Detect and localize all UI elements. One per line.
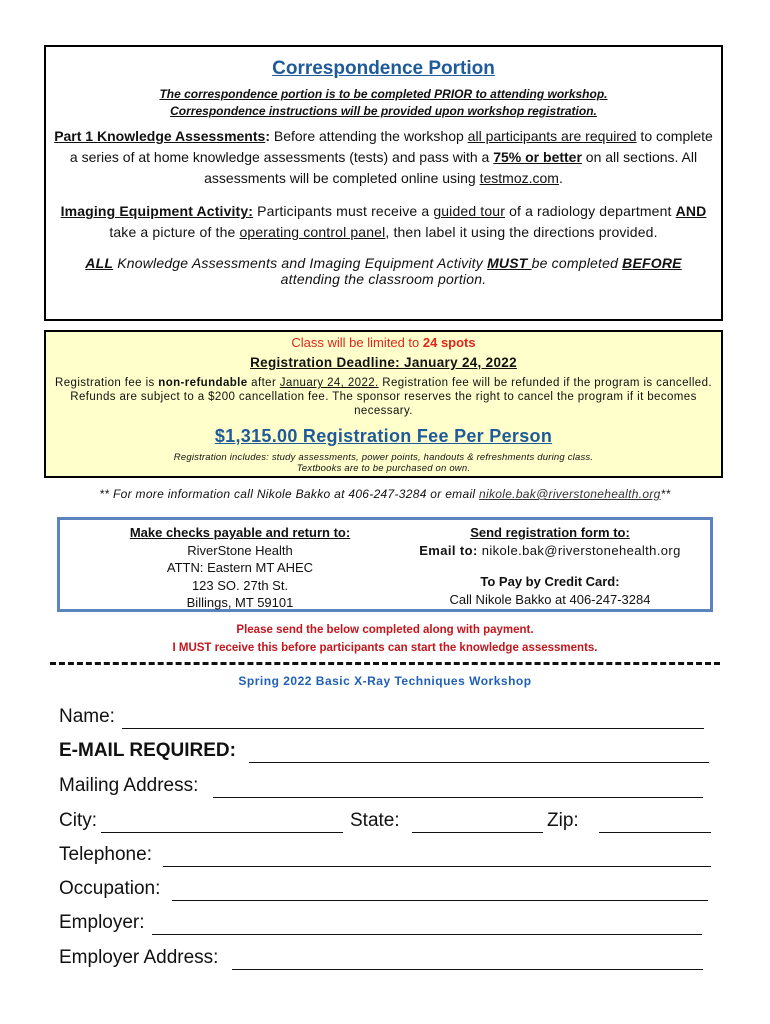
send-heading: Send registration form to:: [470, 525, 630, 540]
card-text: Call Nikole Bakko at 406-247-3284: [449, 591, 651, 607]
refund-text-b: non-refundable: [158, 377, 248, 389]
employer-address-field[interactable]: [232, 969, 703, 970]
all-text-c: MUST: [487, 255, 532, 271]
imaging-text-a: Participants must receive a: [253, 203, 434, 219]
class-limit: [46, 335, 721, 350]
contact-email-link[interactable]: nikole.bak@riverstonehealth.org: [479, 487, 661, 501]
payment-warning: [0, 621, 770, 657]
class-limit-text: Class will be limited to: [291, 335, 423, 350]
occupation-field[interactable]: [172, 900, 708, 901]
contact-info-suffix: **: [660, 487, 671, 501]
state-label: State:: [350, 810, 400, 831]
part1-text-d: 75% or better: [493, 149, 582, 165]
zip-label: Zip:: [547, 810, 579, 831]
email-label: E-MAIL REQUIRED:: [59, 740, 236, 761]
class-limit-spots: 24 spots: [422, 335, 476, 350]
payee-org: RiverStone Health: [187, 542, 293, 558]
refund-text-e: Registration fee will be refunded if the program is cancelled. Refunds are subject to a $200 cancellation fee. The sponsor reserves the right to cancel the program if it becomes necessary.: [70, 377, 712, 417]
part1-paragraph: [54, 126, 713, 189]
registration-includes: [46, 452, 721, 474]
zip-field[interactable]: [599, 832, 711, 833]
payment-section: [57, 517, 713, 612]
all-paragraph: [50, 255, 717, 287]
all-text-a: ALL: [85, 255, 114, 271]
part1-text-b: all participants are required: [467, 128, 637, 144]
city-label: City:: [59, 810, 97, 831]
cut-line-divider: [50, 662, 720, 665]
card-heading: To Pay by Credit Card:: [480, 574, 620, 589]
imaging-text-d: AND: [675, 203, 707, 219]
warning-line-2: I MUST receive this before participants can start the knowledge assessments.: [172, 642, 598, 654]
correspondence-title: Correspondence Portion: [272, 58, 495, 79]
includes-line-1: Registration includes: study assessments, power points, handouts & refreshments during class.: [173, 452, 594, 463]
imaging-label: Imaging Equipment Activity:: [60, 203, 254, 219]
employer-field[interactable]: [152, 934, 702, 935]
send-column: [395, 524, 705, 608]
name-label: Name:: [59, 706, 115, 727]
send-email-label: Email to:: [419, 542, 478, 558]
payee-city: Billings, MT 59101: [186, 595, 294, 610]
name-field[interactable]: [122, 728, 704, 729]
payee-attn: ATTN: Eastern MT AHEC: [166, 560, 314, 575]
imaging-text-c: of a radiology department: [505, 203, 676, 219]
includes-line-2: Textbooks are to be purchased on own.: [296, 463, 471, 474]
mailing-field[interactable]: [213, 797, 703, 798]
occupation-label: Occupation:: [59, 878, 161, 899]
imaging-text-e: take a picture of the: [109, 224, 240, 240]
imaging-text-g: , then label it using the directions provided.: [385, 224, 658, 240]
send-email-value[interactable]: nikole.bak@riverstonehealth.org: [477, 542, 681, 558]
part1-text-c: to complete a series of at home knowledge assessments (tests) and pass with a: [69, 128, 713, 165]
all-text-d: be completed: [531, 255, 623, 271]
refund-text-d: January 24, 2022.: [279, 377, 379, 389]
checks-heading: Make checks payable and return to:: [129, 525, 351, 540]
refund-text-a: Registration fee is: [55, 377, 159, 389]
workshop-title: Spring 2022 Basic X-Ray Techniques Workshop: [238, 674, 532, 688]
email-field[interactable]: [249, 762, 709, 763]
registration-fee: $1,315.00 Registration Fee Per Person: [214, 426, 553, 446]
telephone-field[interactable]: [163, 866, 711, 867]
all-text-b: Knowledge Assessments and Imaging Equipment Activity: [113, 255, 488, 271]
part1-text-a: Before attending the workshop: [269, 128, 468, 144]
state-field[interactable]: [412, 832, 543, 833]
registration-section: [44, 330, 723, 478]
all-text-e: BEFORE: [622, 255, 682, 271]
part1-text-g: .: [558, 170, 563, 186]
city-field[interactable]: [101, 832, 343, 833]
imaging-text-b: guided tour: [433, 203, 506, 219]
send-email: [395, 542, 705, 560]
employer-address-label: Employer Address:: [59, 947, 219, 968]
contact-info: [0, 487, 770, 501]
checks-column: [100, 524, 380, 612]
telephone-label: Telephone:: [59, 844, 152, 865]
contact-info-prefix: ** For more information call Nikole Bakko at 406-247-3284 or email: [99, 487, 480, 501]
all-text-f: attending the classroom portion.: [280, 271, 487, 287]
warning-line-1: Please send the below completed along with payment.: [236, 624, 534, 636]
registration-deadline: Registration Deadline: January 24, 2022: [250, 355, 517, 370]
correspondence-subtitle-1: The correspondence portion is to be completed PRIOR to attending workshop.: [159, 87, 608, 101]
refund-policy: [46, 376, 721, 418]
part1-label: Part 1 Knowledge Assessments: [54, 128, 266, 144]
mailing-label: Mailing Address:: [59, 775, 199, 796]
correspondence-subtitle-2: Correspondence instructions will be provided upon workshop registration.: [170, 104, 597, 118]
part1-colon: :: [265, 128, 270, 144]
employer-label: Employer:: [59, 912, 145, 933]
part1-text-e: on all sections. All assessments will be completed online using: [204, 149, 698, 186]
payee-street: 123 SO. 27th St.: [191, 577, 289, 593]
imaging-text-f: operating control panel: [239, 224, 386, 240]
correspondence-section: [44, 45, 723, 321]
testmoz-link[interactable]: testmoz.com: [479, 170, 559, 186]
imaging-paragraph: [50, 201, 717, 243]
refund-text-c: after: [247, 377, 280, 389]
